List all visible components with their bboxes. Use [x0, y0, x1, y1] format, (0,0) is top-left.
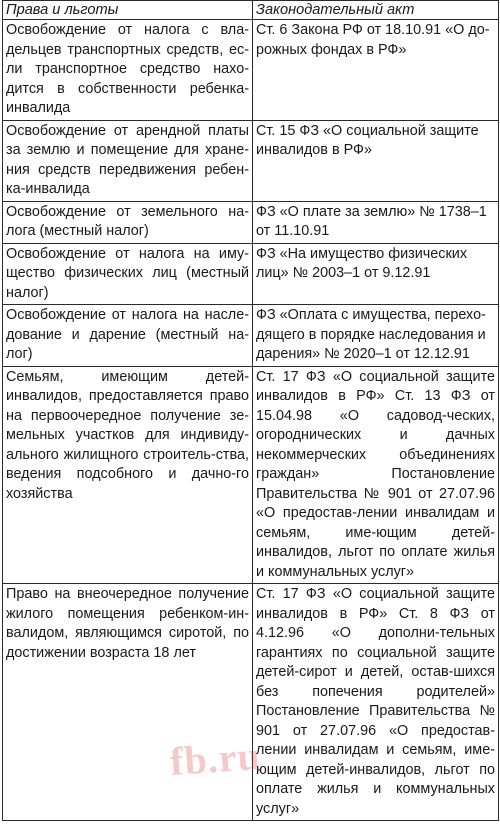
benefits-table — [2, 0, 499, 821]
right-cell: Освобождение от налога на наcле-дование и дарение (местный на-лог) — [3, 305, 253, 367]
table-row — [3, 243, 499, 305]
act-cell: Ст. 17 ФЗ «О социальной защите инвалидов в РФ» Ст. 8 ФЗ от 4.12.96 «О дополни-тельных гарантиях по социальной защите детей-сирот и детей, остав-шихся без попечения родителей» Постановление Правительства № 901 от 27.07.96 «О предостав-лении инвалидам и семьям, име-ющим детей-инвалидов, льгот по оплате жилья и коммунальных услуг» — [253, 584, 499, 821]
watermark: fb.ru — [168, 732, 263, 785]
right-cell: Право на внеочередное получение жилого помещения ребенком-ин-валидом, являющимся сиротой, по достижении возраста 18 лет — [3, 584, 253, 821]
table-row — [3, 366, 499, 584]
act-cell: ФЗ «На имущество физических лиц» № 2003–1 от 9.12.91 — [253, 243, 499, 305]
header-act: Законодательный акт — [253, 1, 499, 20]
act-cell: ФЗ «О плате за землю» № 1738–1 от 11.10.91 — [253, 201, 499, 243]
table-header-row — [3, 1, 499, 20]
act-cell: ФЗ «Оплата с имущества, перехо-дящего в порядке наследования и дарения» № 2020–1 от 12.12.91 — [253, 305, 499, 367]
table-row — [3, 201, 499, 243]
header-rights: Права и льготы — [3, 1, 253, 20]
right-cell: Освобождение от арендной платы за землю и помещение для хране-ния средств передвижения ребен-ка-инвалида — [3, 120, 253, 201]
table-row — [3, 305, 499, 367]
act-cell: Ст. 6 Закона РФ от 18.10.91 «О до-рожных фондах в РФ» — [253, 20, 499, 121]
right-cell: Освобождение от налога с вла-дельцев транспортных средств, ес-ли транспортное средство нахо-дится в собственности ребенка-инвалида — [3, 20, 253, 121]
act-cell: Ст. 15 ФЗ «О социальной защите инвалидов в РФ» — [253, 120, 499, 201]
table-row — [3, 120, 499, 201]
act-cell: Ст. 17 ФЗ «О социальной защите инвалидов в РФ» Ст. 13 ФЗ от 15.04.98 «О садовод-ческих, огороднических и дачных некоммерческих объединениях граждан» Постановление Правительства № 901 от 27.07.96 «О предостав-лении инвалидам и семьям, име-ющим детей-инвалидов, льгот по оплате жилья и коммунальных услуг» — [253, 366, 499, 584]
table-row — [3, 20, 499, 121]
right-cell: Освобождение от земельного на-лога (местный налог) — [3, 201, 253, 243]
table-row — [3, 584, 499, 821]
right-cell: Освобождение от налога на иму-щество физических лиц (местный налог) — [3, 243, 253, 305]
right-cell: Семьям, имеющим детей-инвалидов, предоставляется право на первоочередное получение зе-мельных участков для индивиду-ального жилищного строитель-ства, ведения подсобного и дачно-го хозяйства — [3, 366, 253, 584]
